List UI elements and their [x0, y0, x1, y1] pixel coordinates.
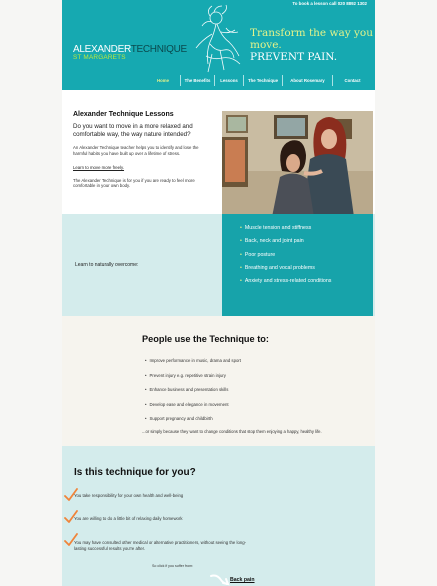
- list-item: • Enhance business and presentation skills: [145, 387, 241, 392]
- learn-more-link[interactable]: Learn to move more freely.: [73, 164, 125, 170]
- check-text-1: You take responsibility for your own health and well-being: [74, 493, 184, 498]
- logo-word-technique: TECHNIQUE: [130, 44, 187, 55]
- nav-benefits[interactable]: The Benefits: [180, 75, 214, 86]
- main-nav: [146, 75, 372, 87]
- for-you-section: [62, 446, 375, 586]
- lesson-photo: [222, 111, 373, 217]
- people-closing-text: ...or simply because they want to change conditions that stop them enjoying a happy, healthy life.: [142, 429, 322, 434]
- nav-lessons[interactable]: Lessons: [214, 75, 243, 86]
- site-header: [62, 0, 375, 90]
- people-section: [62, 316, 375, 446]
- intro-paragraph-2: The Alexander Technique is for you if you are ready to feel more comfortable in your own body.: [73, 177, 195, 189]
- logo-subtitle: ST MARGARETS: [73, 54, 126, 61]
- intro-title: Alexander Technique Lessons: [73, 111, 174, 118]
- intro-lead: Do you want to move in a more relaxed and comfortable way, the way nature intended?: [73, 123, 193, 139]
- intro-section: [73, 111, 213, 197]
- overcome-label: Learn to naturally overcome:: [75, 262, 139, 268]
- overcome-item[interactable]: • Poor posture: [240, 252, 331, 258]
- site-logo[interactable]: [73, 44, 187, 61]
- list-item: • Improve performance in music, drama and sport: [145, 358, 241, 363]
- check-text-3: You may have consulted other medical or alternative practitioners, without seeing the long-lasting successful results you're after.: [74, 540, 247, 551]
- for-you-title: Is this technique for you?: [74, 467, 196, 478]
- nav-about[interactable]: About Rosemary: [282, 75, 332, 86]
- back-pain-link[interactable]: Back pain: [230, 577, 255, 583]
- tagline-main: Transform the way you move.: [250, 27, 374, 51]
- logo-word-alexander: ALEXANDER: [73, 44, 131, 55]
- overcome-item[interactable]: • Muscle tension and stiffness: [240, 225, 331, 231]
- nav-contact[interactable]: Contact: [332, 75, 372, 86]
- intro-paragraph-1: An Alexander Technique teacher helps you to identify and lose the harmful habits you have built up over a lifetime of stress.: [73, 145, 199, 156]
- overcome-list: [240, 225, 331, 291]
- overcome-item[interactable]: • Anxiety and stress-related conditions: [240, 278, 331, 284]
- tagline-accent: PREVENT PAIN.: [250, 51, 338, 63]
- figure-illustration: [190, 4, 252, 74]
- arrow-icon: [209, 570, 231, 586]
- tagline: [250, 27, 375, 63]
- phone-banner: To book a lesson call 020 8892 1302: [292, 1, 367, 6]
- nav-technique[interactable]: The Technique: [243, 75, 282, 86]
- list-item: • Develop ease and elegance in movement: [145, 402, 241, 407]
- overcome-item[interactable]: • Back, neck and joint pain: [240, 238, 331, 244]
- people-title: People use the Technique to:: [142, 334, 269, 344]
- people-list: [145, 358, 241, 431]
- list-item: • Support pregnancy and childbirth: [145, 416, 241, 421]
- page: [62, 0, 375, 586]
- list-item: • Prevent injury e.g. repetitive strain injury: [145, 373, 241, 378]
- nav-home[interactable]: Home: [157, 78, 169, 83]
- click-prompt: So click if you suffer from:: [152, 564, 194, 568]
- overcome-item[interactable]: • Breathing and vocal problems: [240, 265, 331, 271]
- check-text-2: You are willing to do a little bit of relaxing daily homework: [74, 516, 183, 521]
- overcome-band: [62, 214, 375, 316]
